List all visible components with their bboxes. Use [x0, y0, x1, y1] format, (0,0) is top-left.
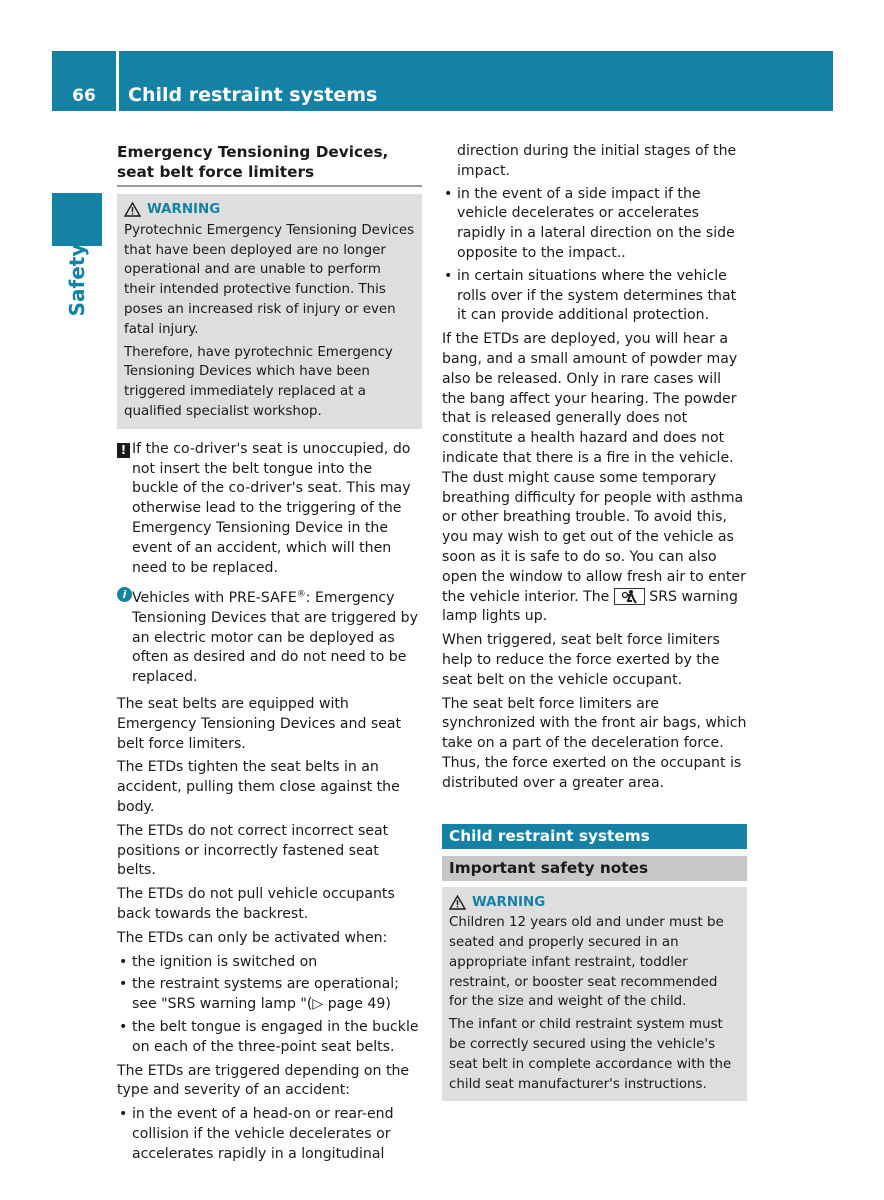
info-note-text: Vehicles with PRE-SAFE®: Emergency Tensioning Devices that are triggered by an electric motor can be deployed as often as desired and do not need to be replaced.: [132, 589, 418, 686]
warning-label: WARNING: [147, 202, 221, 217]
warning-box-etd: [117, 194, 422, 429]
list-item: • the restraint systems are operational; see "SRS warning lamp "(▷ page 49): [117, 975, 422, 1015]
info-icon: i: [117, 587, 132, 602]
page-header: [52, 51, 833, 111]
section-heading-child-restraint: Child restraint systems: [442, 824, 747, 849]
paragraph: The seat belts are equipped with Emergency Tensioning Devices and seat belt force limiters.: [117, 696, 402, 752]
warning-text: Children 12 years old and under must be seated and properly secured in an appropriate infant restraint, toddler restraint, or booster seat recommended for the size and weight of the child.: [449, 915, 724, 1010]
paragraph: The ETDs do not pull vehicle occupants back towards the backrest.: [117, 886, 395, 922]
caution-exclamation-icon: !: [117, 443, 130, 458]
paragraph: The ETDs are triggered depending on the type and severity of an accident:: [117, 1062, 410, 1099]
warning-header: [449, 893, 740, 913]
paragraph: The ETDs can only be activated when:: [117, 929, 388, 946]
trigger-conditions-list-cont: [442, 185, 747, 327]
warning-text: Therefore, have pyrotechnic Emergency Tensioning Devices which have been triggered immediately replaced at a qualified specialist workshop.: [124, 344, 393, 419]
caution-note: [117, 440, 422, 579]
right-column: [442, 142, 747, 1112]
list-item: • in the event of a side impact if the vehicle decelerates or accelerates rapidly in a lateral direction on the side opposite to the impact..: [442, 185, 747, 264]
section-heading-etd: Emergency Tensioning Devices, seat belt force limiters: [117, 142, 422, 187]
airbag-srs-icon: [614, 588, 645, 605]
left-column: [117, 142, 422, 1169]
warning-triangle-icon: [449, 895, 466, 910]
warning-label: WARNING: [472, 894, 546, 910]
paragraph: If the ETDs are deployed, you will hear a bang, and a small amount of powder may also be released. Only in rare cases will the bang affect your hearing. The powder that is released generally does not constitute a health hazard and does not indicate that there is a fire in the vehicle. The dust might cause some temporary breathing difficulty for people with asthma or other breathing trouble. To avoid this, you may wish to get out of the vehicle as soon as it is safe to do so. You can also open the window to allow fresh air to enter the vehicle interior. The SRS warning lamp lights up.: [442, 331, 746, 625]
warning-text: The infant or child restraint system must be correctly secured using the vehicle's seat belt in complete accordance with the child seat manufacturer's instructions.: [449, 1017, 732, 1092]
warning-text: Pyrotechnic Emergency Tensioning Devices that have been deployed are no longer operational and are unable to perform their intended protective function. This poses an increased risk of injury or even fatal injury.: [124, 222, 415, 337]
paragraph: The ETDs do not correct incorrect seat positions or incorrectly fastened seat belts.: [117, 822, 389, 879]
section-tab-marker: [52, 193, 102, 246]
section-tab-label: Safety: [65, 243, 89, 317]
list-item: • the belt tongue is engaged in the buckle on each of the three-point seat belts.: [117, 1018, 422, 1058]
list-item: • the ignition is switched on: [117, 953, 422, 973]
warning-header: [124, 200, 415, 220]
paragraph: The ETDs tighten the seat belts in an accident, pulling them close against the body.: [117, 759, 400, 815]
activation-conditions-list: [117, 953, 422, 1058]
list-item: • in certain situations where the vehicle rolls over if the system determines that it can provide additional protection.: [442, 267, 747, 326]
page-number: 66: [72, 86, 96, 106]
trigger-conditions-list: [117, 1105, 422, 1164]
info-note: [117, 585, 422, 688]
paragraph: The seat belt force limiters are synchronized with the front air bags, which take on a part of the deceleration force. Thus, the force exerted on the occupant is distributed over a greater area.: [442, 695, 747, 791]
paragraph: When triggered, seat belt force limiters help to reduce the force exerted by the seat belt on the vehicle occupant.: [442, 632, 720, 688]
list-item: • in the event of a head-on or rear-end collision if the vehicle decelerates or accelerates rapidly in a longitudinal: [117, 1105, 422, 1164]
warning-box-child: [442, 887, 747, 1102]
list-item-continuation: direction during the initial stages of the impact.: [457, 143, 737, 179]
caution-note-text: If the co-driver's seat is unoccupied, do not insert the belt tongue into the buckle of the co-driver's seat. This may otherwise lead to the triggering of the Emergency Tensioning Device in the event of an accident, which will then need to be replaced.: [132, 440, 411, 576]
header-divider: [116, 51, 119, 111]
subsection-heading-safety-notes: Important safety notes: [442, 856, 747, 881]
warning-triangle-icon: [124, 202, 141, 217]
page-title: Child restraint systems: [128, 84, 378, 106]
